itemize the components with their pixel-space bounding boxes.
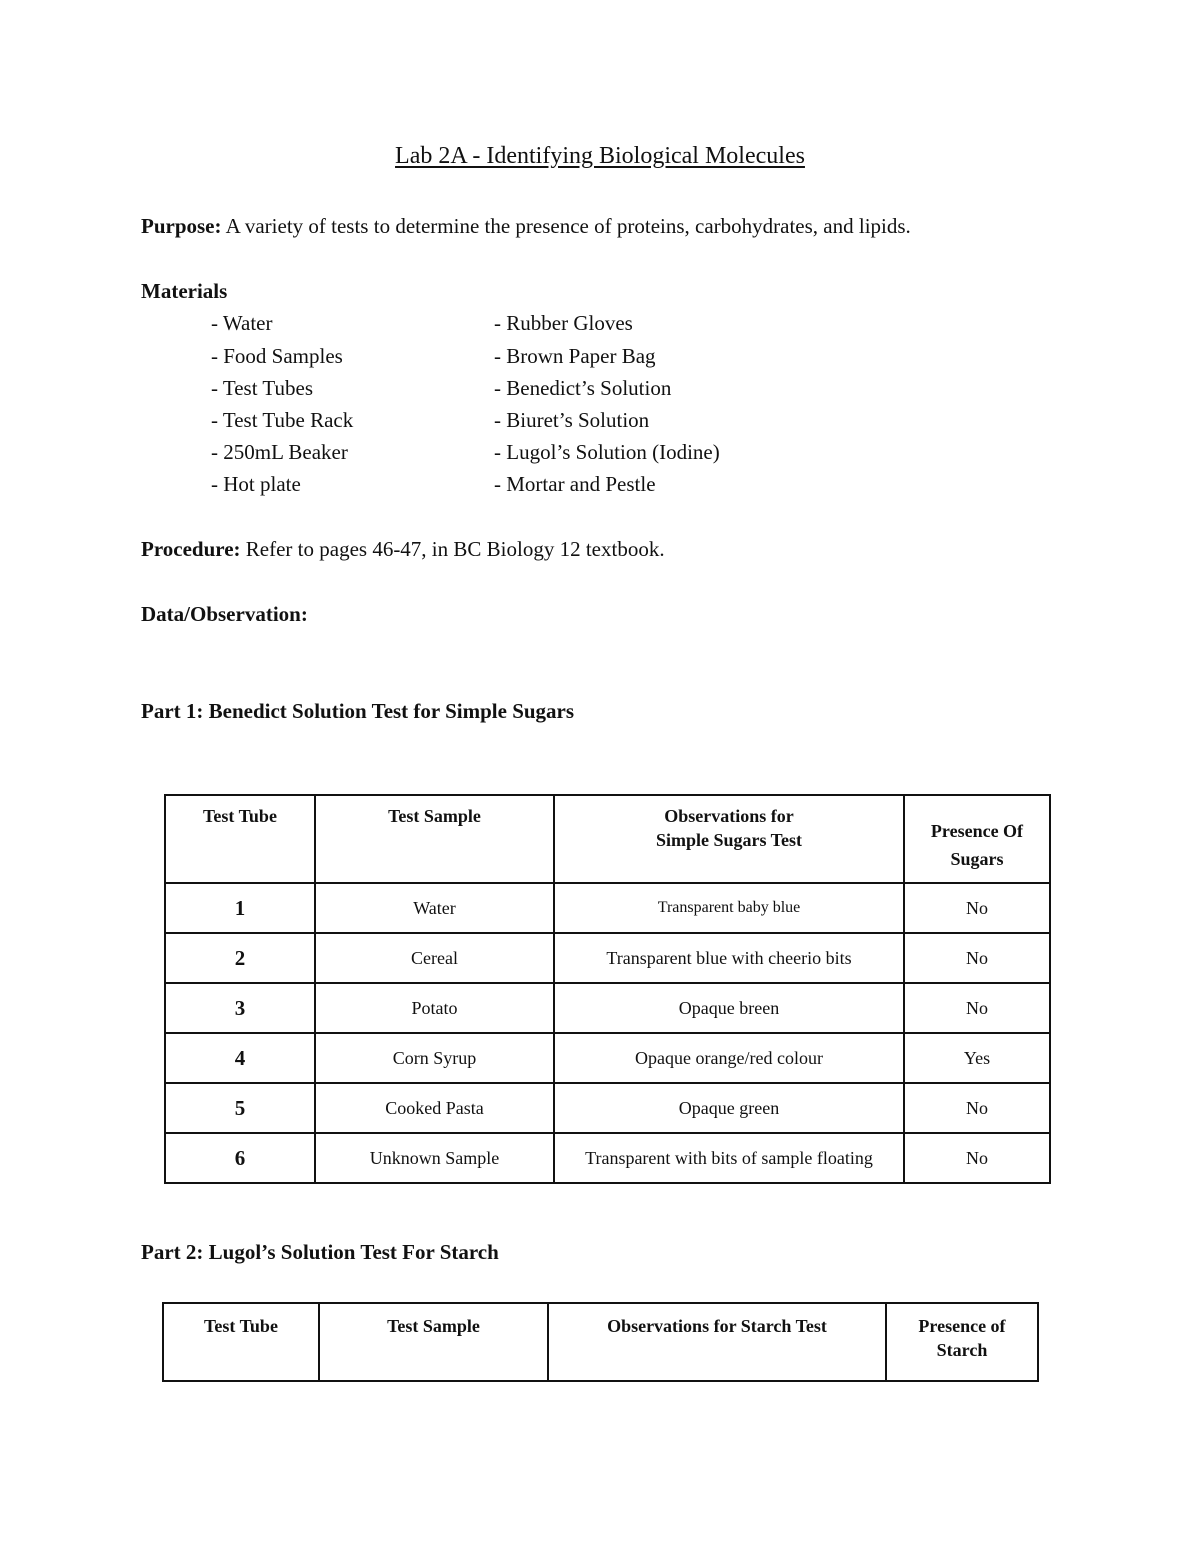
cell-sample: Corn Syrup [315, 1033, 554, 1083]
cell-presence: No [904, 933, 1050, 983]
starch-test-table [162, 1302, 1039, 1382]
table-row [165, 1033, 1050, 1083]
cell-observation: Transparent with bits of sample floating [554, 1133, 904, 1183]
material-item: - Benedict’s Solution [494, 376, 672, 400]
table-row [165, 983, 1050, 1033]
cell-observation: Transparent baby blue [554, 883, 904, 933]
header-observations: Observations for Starch Test [548, 1303, 886, 1381]
cell-tube: 1 [165, 883, 315, 933]
header-test-sample: Test Sample [319, 1303, 548, 1381]
cell-presence: No [904, 1083, 1050, 1133]
data-observation-heading: Data/Observation: [141, 602, 308, 626]
table-row [165, 1083, 1050, 1133]
cell-sample: Unknown Sample [315, 1133, 554, 1183]
material-item: - Brown Paper Bag [494, 344, 656, 368]
material-item: - Mortar and Pestle [494, 472, 656, 496]
cell-tube: 6 [165, 1133, 315, 1183]
cell-presence: No [904, 983, 1050, 1033]
procedure-line [141, 537, 665, 562]
part2-heading: Part 2: Lugol’s Solution Test For Starch [141, 1240, 499, 1264]
material-item: - Hot plate [211, 472, 301, 496]
table-header-row [163, 1303, 1038, 1381]
material-item: - Test Tubes [211, 376, 314, 400]
cell-sample: Cooked Pasta [315, 1083, 554, 1133]
cell-observation: Opaque orange/red colour [554, 1033, 904, 1083]
cell-tube: 2 [165, 933, 315, 983]
cell-observation: Transparent blue with cheerio bits [554, 933, 904, 983]
cell-sample: Potato [315, 983, 554, 1033]
material-item: - 250mL Beaker [211, 440, 348, 464]
material-item: - Rubber Gloves [494, 311, 633, 335]
procedure-text: Refer to pages 46-47, in BC Biology 12 textbook. [245, 537, 665, 561]
part1-heading: Part 1: Benedict Solution Test for Simple Sugars [141, 699, 575, 723]
cell-observation: Opaque breen [554, 983, 904, 1033]
document-title: Lab 2A - Identifying Biological Molecules [395, 143, 805, 169]
header-test-tube: Test Tube [163, 1303, 319, 1381]
materials-heading: Materials [141, 279, 228, 303]
material-item: - Test Tube Rack [211, 408, 354, 432]
header-test-tube: Test Tube [165, 795, 315, 883]
cell-tube: 5 [165, 1083, 315, 1133]
header-presence: Presence Of Sugars [904, 795, 1050, 883]
table-row [165, 1133, 1050, 1183]
cell-tube: 3 [165, 983, 315, 1033]
table-row [165, 933, 1050, 983]
cell-tube: 4 [165, 1033, 315, 1083]
material-item: - Biuret’s Solution [494, 408, 650, 432]
purpose-text: A variety of tests to determine the presence of proteins, carbohydrates, and lipids. [225, 214, 911, 238]
purpose-line [141, 214, 911, 239]
header-test-sample: Test Sample [315, 795, 554, 883]
sugar-test-table [164, 794, 1051, 1184]
cell-presence: Yes [904, 1033, 1050, 1083]
material-item: - Food Samples [211, 344, 343, 368]
purpose-label: Purpose: [141, 214, 222, 238]
cell-presence: No [904, 1133, 1050, 1183]
cell-sample: Cereal [315, 933, 554, 983]
table-header-row [165, 795, 1050, 883]
cell-observation: Opaque green [554, 1083, 904, 1133]
cell-sample: Water [315, 883, 554, 933]
procedure-label: Procedure: [141, 537, 241, 561]
material-item: - Lugol’s Solution (Iodine) [494, 440, 720, 464]
header-observations: Observations for Simple Sugars Test [554, 795, 904, 883]
header-presence: Presence of Starch [886, 1303, 1038, 1381]
cell-presence: No [904, 883, 1050, 933]
table-row [165, 883, 1050, 933]
material-item: - Water [211, 311, 273, 335]
